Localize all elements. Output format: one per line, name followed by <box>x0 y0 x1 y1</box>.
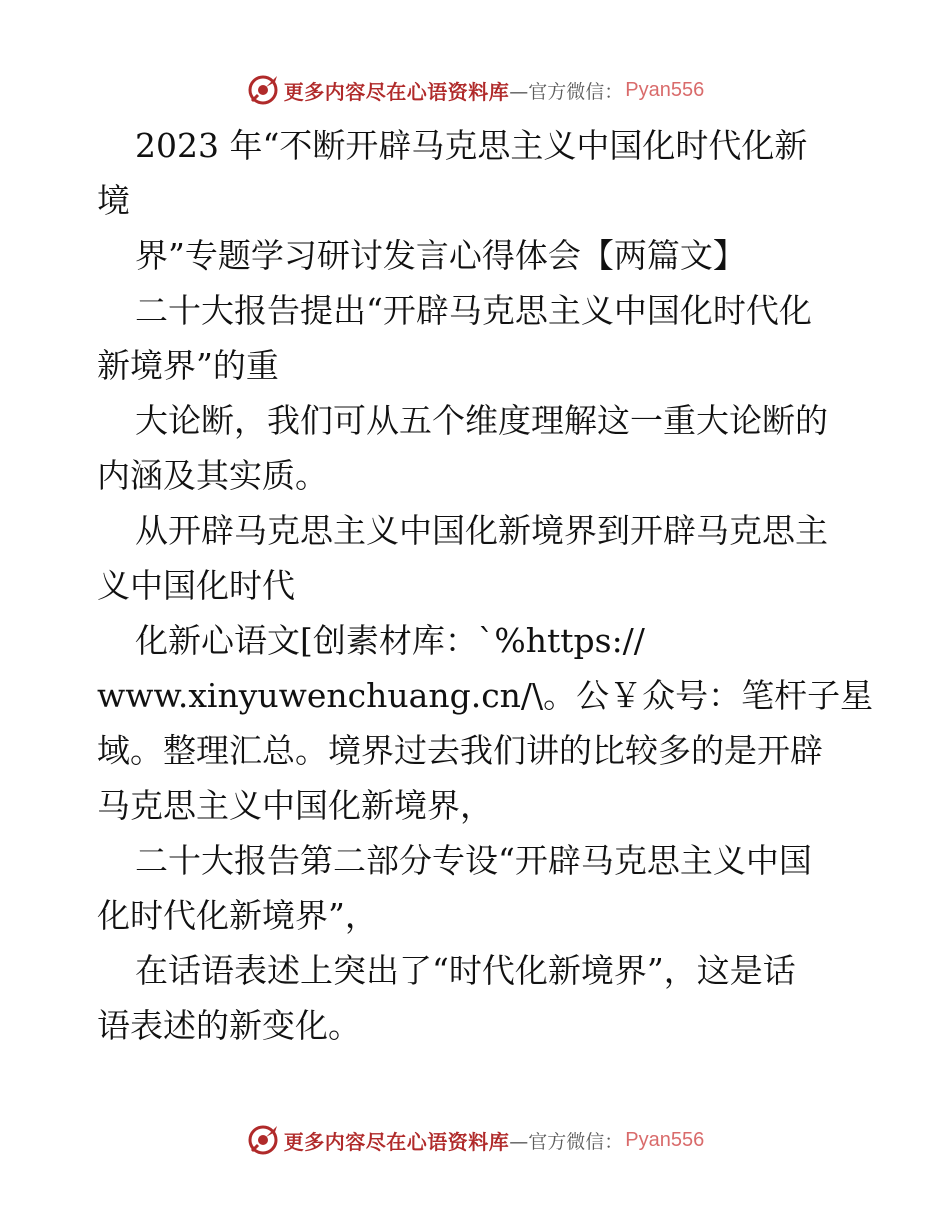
footer-banner <box>0 1118 950 1162</box>
title-line-2: 境 <box>97 181 130 220</box>
paragraph-line: 化时代化新境界”， <box>97 896 378 935</box>
brand-text: 更多内容尽在心语资料库 <box>283 1129 510 1154</box>
paragraph-line: 域。整理汇总。境界过去我们讲的比较多的是开辟 <box>97 731 823 770</box>
official-text: —官方微信： <box>509 80 624 103</box>
quill-logo-icon <box>246 1123 280 1157</box>
title-line-3: 界”专题学习研讨发言心得体会【两篇文】 <box>135 236 746 275</box>
paragraph-line: 义中国化时代 <box>97 566 295 605</box>
paragraph-line: 内涵及其实质。 <box>97 456 328 495</box>
brand-text: 更多内容尽在心语资料库 <box>283 79 510 104</box>
wechat-id: Pyan556 <box>625 78 705 101</box>
paragraph-line: 马克思主义中国化新境界， <box>97 786 493 825</box>
header-banner <box>0 68 950 112</box>
title-line-1: 2023 年“不断开辟马克思主义中国化时代化新 <box>135 126 808 165</box>
quill-logo-icon <box>246 73 280 107</box>
paragraph-line: 化新心语文[创素材库：`%https:// <box>135 621 645 660</box>
paragraph-line: 在话语表述上突出了“时代化新境界”，这是话 <box>135 951 796 990</box>
paragraph-line: 从开辟马克思主义中国化新境界到开辟马克思主 <box>135 511 828 550</box>
paragraph-line: 二十大报告提出“开辟马克思主义中国化时代化 <box>135 291 812 330</box>
paragraph-line: www.xinyuwenchuang.cn/\。公￥众号：笔杆子星 <box>97 676 874 715</box>
official-text: —官方微信： <box>509 1130 624 1153</box>
document-body <box>97 118 874 1053</box>
wechat-id: Pyan556 <box>625 1128 705 1151</box>
paragraph-line: 二十大报告第二部分专设“开辟马克思主义中国 <box>135 841 812 880</box>
paragraph-line: 语表述的新变化。 <box>97 1006 361 1045</box>
paragraph-line: 大论断，我们可从五个维度理解这一重大论断的 <box>135 401 828 440</box>
paragraph-line: 新境界”的重 <box>97 346 279 385</box>
